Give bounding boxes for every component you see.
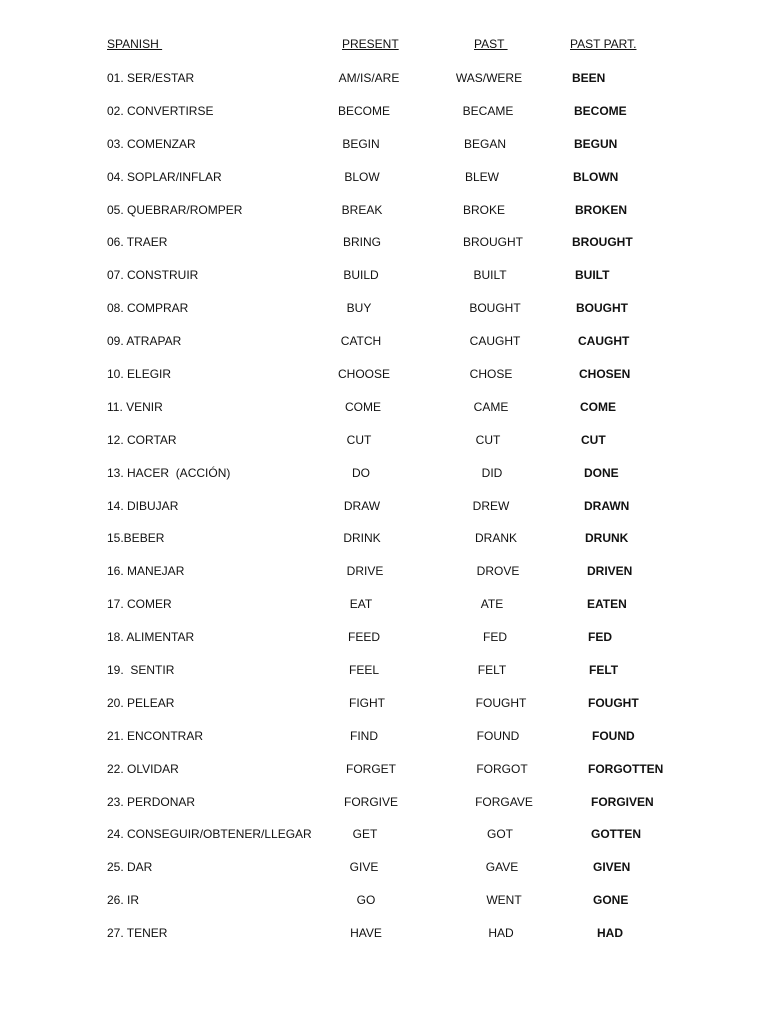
table-header xyxy=(0,37,768,55)
spanish-cell: 22. OLVIDAR xyxy=(107,761,179,776)
table-row xyxy=(0,662,768,695)
past-cell: CHOSE xyxy=(469,367,513,382)
past-cell: DREW xyxy=(472,498,510,513)
spanish-cell: 04. SOPLAR/INFLAR xyxy=(107,169,222,184)
header-spanish: SPANISH xyxy=(107,37,163,51)
table-row xyxy=(0,596,768,629)
past-cell: GAVE xyxy=(485,860,519,875)
present-cell: FORGIVE xyxy=(343,794,399,809)
spanish-cell: 21. ENCONTRAR xyxy=(107,728,204,743)
table-row xyxy=(0,70,768,103)
table-row xyxy=(0,399,768,432)
past-cell: WAS/WERE xyxy=(455,71,523,85)
verb-table xyxy=(0,70,768,958)
present-cell: DO xyxy=(352,465,370,480)
present-cell: GO xyxy=(356,893,376,908)
table-row xyxy=(0,234,768,267)
past-cell: FED xyxy=(483,630,507,645)
past-cell: BUILT xyxy=(473,268,507,283)
table-row xyxy=(0,859,768,892)
past-participle-cell: CUT xyxy=(581,432,606,447)
present-cell: GET xyxy=(352,827,378,842)
past-cell: BOUGHT xyxy=(469,301,521,316)
spanish-cell: 26. IR xyxy=(107,893,140,908)
present-cell: COME xyxy=(345,399,381,414)
past-cell: WENT xyxy=(486,893,522,908)
table-row xyxy=(0,629,768,662)
present-cell: AM/IS/ARE xyxy=(338,71,400,85)
past-participle-cell: HAD xyxy=(597,926,623,941)
header-present: PRESENT xyxy=(342,37,399,51)
spanish-cell: 12. CORTAR xyxy=(107,432,177,447)
table-row xyxy=(0,300,768,333)
past-participle-cell: GOTTEN xyxy=(591,827,641,842)
table-row xyxy=(0,563,768,596)
past-participle-cell: BUILT xyxy=(575,268,610,283)
past-participle-cell: BLOWN xyxy=(573,169,619,184)
past-cell: BROKE xyxy=(462,202,506,217)
table-row xyxy=(0,366,768,399)
table-row xyxy=(0,695,768,728)
spanish-cell: 24. CONSEGUIR/OBTENER/LLEGAR xyxy=(107,827,312,842)
spanish-cell: 19. SENTIR xyxy=(107,663,175,678)
past-participle-cell: GONE xyxy=(593,893,629,908)
past-cell: GOT xyxy=(487,827,513,842)
past-cell: ATE xyxy=(480,597,504,612)
present-cell: FORGET xyxy=(346,761,396,776)
past-participle-cell: FED xyxy=(588,630,612,645)
past-cell: DRANK xyxy=(474,531,518,546)
present-cell: BUY xyxy=(346,301,372,316)
past-participle-cell: FOUND xyxy=(592,728,635,743)
spanish-cell: 09. ATRAPAR xyxy=(107,334,182,349)
table-row xyxy=(0,267,768,300)
past-participle-cell: CAUGHT xyxy=(578,334,630,349)
past-participle-cell: DRAWN xyxy=(584,498,630,513)
present-cell: HAVE xyxy=(350,926,382,941)
table-row xyxy=(0,103,768,136)
past-participle-cell: BOUGHT xyxy=(576,301,628,316)
table-row xyxy=(0,892,768,925)
spanish-cell: 05. QUEBRAR/ROMPER xyxy=(107,202,243,217)
present-cell: DRINK xyxy=(343,531,381,546)
spanish-cell: 07. CONSTRUIR xyxy=(107,268,199,283)
present-cell: FIGHT xyxy=(349,695,385,710)
table-row xyxy=(0,530,768,563)
past-participle-cell: COME xyxy=(580,399,616,414)
present-cell: FEED xyxy=(347,630,381,645)
present-cell: BEGIN xyxy=(342,136,380,151)
present-cell: CHOOSE xyxy=(337,367,391,382)
present-cell: FIND xyxy=(350,728,378,743)
past-cell: DID xyxy=(481,465,503,480)
spanish-cell: 23. PERDONAR xyxy=(107,794,196,809)
present-cell: BECOME xyxy=(337,103,391,118)
past-cell: FORGOT xyxy=(476,761,528,776)
past-participle-cell: GIVEN xyxy=(593,860,631,875)
past-cell: FOUND xyxy=(476,728,520,743)
spanish-cell: 08. COMPRAR xyxy=(107,301,189,316)
header-past: PAST xyxy=(474,37,508,51)
present-cell: CUT xyxy=(346,432,372,447)
spanish-cell: 20. PELEAR xyxy=(107,695,175,710)
spanish-cell: 06. TRAER xyxy=(107,235,168,250)
present-cell: BUILD xyxy=(343,268,379,283)
spanish-cell: 03. COMENZAR xyxy=(107,136,196,151)
table-row xyxy=(0,465,768,498)
past-participle-cell: FELT xyxy=(589,663,619,678)
past-cell: HAD xyxy=(488,926,514,941)
past-participle-cell: DONE xyxy=(584,465,619,480)
spanish-cell: 17. COMER xyxy=(107,597,172,612)
past-participle-cell: BECOME xyxy=(574,103,627,118)
table-row xyxy=(0,432,768,465)
header-past-participle: PAST PART. xyxy=(570,37,637,51)
spanish-cell: 10. ELEGIR xyxy=(107,367,172,382)
spanish-cell: 27. TENER xyxy=(107,926,168,941)
spanish-cell: 18. ALIMENTAR xyxy=(107,630,195,645)
past-cell: FELT xyxy=(477,663,507,678)
past-participle-cell: BROKEN xyxy=(575,202,628,217)
past-participle-cell: DRIVEN xyxy=(587,564,633,579)
table-row xyxy=(0,826,768,859)
past-participle-cell: FOUGHT xyxy=(588,695,639,710)
past-participle-cell: BEGUN xyxy=(574,136,618,151)
past-participle-cell: FORGOTTEN xyxy=(588,761,664,776)
past-participle-cell: EATEN xyxy=(587,597,627,612)
past-participle-cell: FORGIVEN xyxy=(591,794,654,809)
present-cell: EAT xyxy=(349,597,373,612)
present-cell: DRAW xyxy=(343,498,381,513)
past-cell: CAME xyxy=(473,399,509,414)
spanish-cell: 15.BEBER xyxy=(107,531,165,546)
spanish-cell: 13. HACER (ACCIÓN) xyxy=(107,465,231,480)
past-participle-cell: BROUGHT xyxy=(572,235,633,250)
present-cell: GIVE xyxy=(349,860,379,875)
past-cell: CUT xyxy=(475,432,501,447)
spanish-cell: 01. SER/ESTAR xyxy=(107,71,195,85)
past-cell: BEGAN xyxy=(463,136,507,151)
spanish-cell: 11. VENIR xyxy=(107,399,163,414)
past-cell: BECAME xyxy=(462,103,514,118)
present-cell: BLOW xyxy=(344,169,380,184)
table-row xyxy=(0,925,768,958)
table-row xyxy=(0,728,768,761)
past-cell: BLEW xyxy=(464,169,500,184)
past-participle-cell: CHOSEN xyxy=(579,367,631,382)
spanish-cell: 02. CONVERTIRSE xyxy=(107,103,214,118)
past-cell: BROUGHT xyxy=(463,235,523,250)
table-row xyxy=(0,761,768,794)
table-row xyxy=(0,136,768,169)
present-cell: CATCH xyxy=(340,334,382,349)
spanish-cell: 16. MANEJAR xyxy=(107,564,185,579)
table-row xyxy=(0,498,768,531)
spanish-cell: 14. DIBUJAR xyxy=(107,498,179,513)
past-cell: DROVE xyxy=(476,564,520,579)
present-cell: FEEL xyxy=(348,663,380,678)
table-row xyxy=(0,169,768,202)
table-row xyxy=(0,333,768,366)
table-row xyxy=(0,202,768,235)
past-participle-cell: DRUNK xyxy=(585,531,629,546)
present-cell: BRING xyxy=(342,235,382,250)
past-cell: FOUGHT xyxy=(475,695,527,710)
past-cell: FORGAVE xyxy=(475,794,533,809)
past-participle-cell: BEEN xyxy=(572,71,606,85)
past-cell: CAUGHT xyxy=(469,334,521,349)
spanish-cell: 25. DAR xyxy=(107,860,153,875)
present-cell: BREAK xyxy=(341,202,383,217)
table-row xyxy=(0,794,768,827)
present-cell: DRIVE xyxy=(346,564,384,579)
